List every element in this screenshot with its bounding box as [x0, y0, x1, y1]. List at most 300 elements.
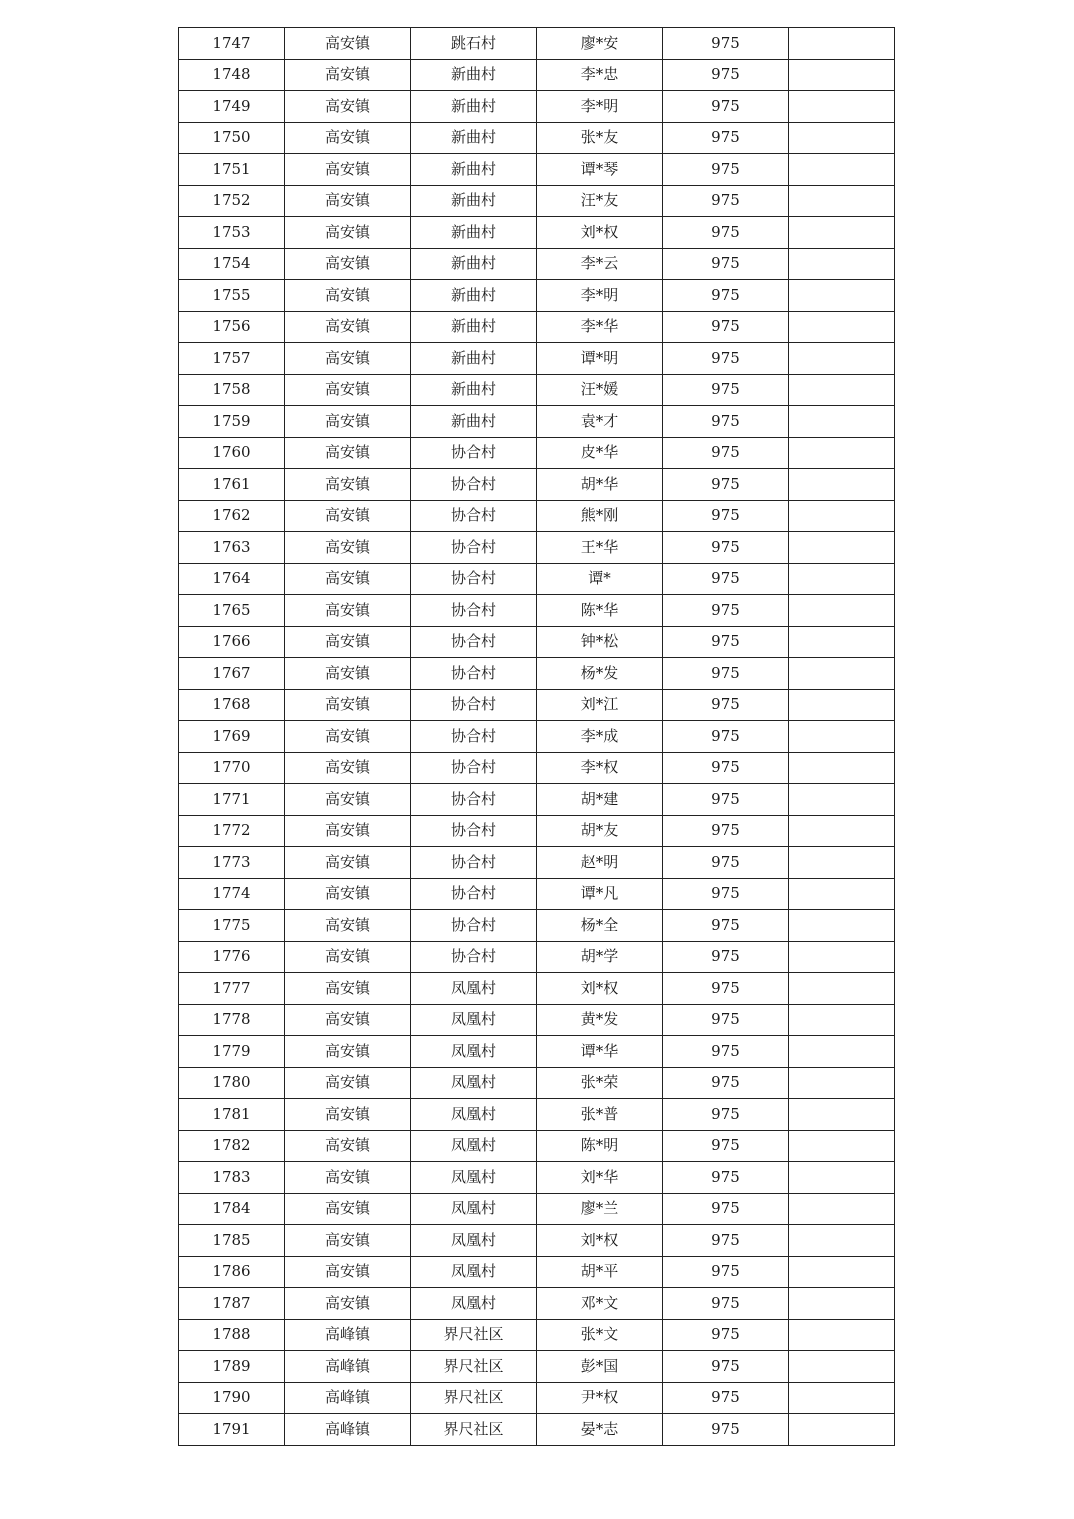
amount-cell: 975 [663, 248, 789, 280]
amount-cell: 975 [663, 1414, 789, 1446]
row-number-cell: 1782 [179, 1130, 285, 1162]
note-cell [789, 469, 895, 501]
name-cell: 谭*华 [537, 1036, 663, 1068]
table-row [179, 248, 895, 280]
table-row [179, 689, 895, 721]
amount-cell: 975 [663, 343, 789, 375]
amount-cell: 975 [663, 1162, 789, 1194]
town-cell: 高安镇 [285, 248, 411, 280]
village-cell: 凤凰村 [411, 1256, 537, 1288]
village-cell: 凤凰村 [411, 1193, 537, 1225]
name-cell: 赵*明 [537, 847, 663, 879]
note-cell [789, 59, 895, 91]
amount-cell: 975 [663, 1067, 789, 1099]
table-row [179, 973, 895, 1005]
name-cell: 李*明 [537, 280, 663, 312]
name-cell: 张*友 [537, 122, 663, 154]
row-number-cell: 1767 [179, 658, 285, 690]
table-row [179, 1225, 895, 1257]
name-cell: 胡*平 [537, 1256, 663, 1288]
row-number-cell: 1790 [179, 1382, 285, 1414]
table-row [179, 59, 895, 91]
town-cell: 高安镇 [285, 784, 411, 816]
note-cell [789, 878, 895, 910]
amount-cell: 975 [663, 1351, 789, 1383]
table-row [179, 563, 895, 595]
name-cell: 汪*友 [537, 185, 663, 217]
amount-cell: 975 [663, 689, 789, 721]
note-cell [789, 217, 895, 249]
amount-cell: 975 [663, 311, 789, 343]
name-cell: 陈*华 [537, 595, 663, 627]
note-cell [789, 1004, 895, 1036]
table-row [179, 941, 895, 973]
village-cell: 界尺社区 [411, 1382, 537, 1414]
village-cell: 新曲村 [411, 280, 537, 312]
table-row [179, 815, 895, 847]
table-row [179, 1193, 895, 1225]
name-cell: 李*华 [537, 311, 663, 343]
town-cell: 高安镇 [285, 154, 411, 186]
town-cell: 高安镇 [285, 721, 411, 753]
note-cell [789, 1414, 895, 1446]
note-cell [789, 1067, 895, 1099]
table-row [179, 1351, 895, 1383]
note-cell [789, 910, 895, 942]
village-cell: 协合村 [411, 721, 537, 753]
row-number-cell: 1750 [179, 122, 285, 154]
row-number-cell: 1791 [179, 1414, 285, 1446]
note-cell [789, 973, 895, 1005]
village-cell: 凤凰村 [411, 1036, 537, 1068]
table-row [179, 154, 895, 186]
table-row [179, 626, 895, 658]
village-cell: 协合村 [411, 532, 537, 564]
amount-cell: 975 [663, 437, 789, 469]
row-number-cell: 1761 [179, 469, 285, 501]
row-number-cell: 1780 [179, 1067, 285, 1099]
note-cell [789, 847, 895, 879]
table-row [179, 91, 895, 123]
name-cell: 尹*权 [537, 1382, 663, 1414]
row-number-cell: 1760 [179, 437, 285, 469]
town-cell: 高安镇 [285, 532, 411, 564]
amount-cell: 975 [663, 910, 789, 942]
name-cell: 杨*全 [537, 910, 663, 942]
table-row [179, 1382, 895, 1414]
town-cell: 高安镇 [285, 1225, 411, 1257]
town-cell: 高安镇 [285, 878, 411, 910]
note-cell [789, 563, 895, 595]
town-cell: 高峰镇 [285, 1319, 411, 1351]
name-cell: 邓*文 [537, 1288, 663, 1320]
village-cell: 协合村 [411, 469, 537, 501]
note-cell [789, 406, 895, 438]
amount-cell: 975 [663, 122, 789, 154]
name-cell: 胡*建 [537, 784, 663, 816]
table-row [179, 437, 895, 469]
name-cell: 李*成 [537, 721, 663, 753]
note-cell [789, 374, 895, 406]
row-number-cell: 1774 [179, 878, 285, 910]
village-cell: 凤凰村 [411, 1067, 537, 1099]
town-cell: 高安镇 [285, 847, 411, 879]
note-cell [789, 311, 895, 343]
note-cell [789, 784, 895, 816]
village-cell: 协合村 [411, 689, 537, 721]
row-number-cell: 1748 [179, 59, 285, 91]
table-row [179, 1004, 895, 1036]
town-cell: 高安镇 [285, 1193, 411, 1225]
village-cell: 新曲村 [411, 311, 537, 343]
table-row [179, 343, 895, 375]
row-number-cell: 1787 [179, 1288, 285, 1320]
note-cell [789, 626, 895, 658]
table-row [179, 721, 895, 753]
note-cell [789, 658, 895, 690]
name-cell: 李*明 [537, 91, 663, 123]
name-cell: 张*文 [537, 1319, 663, 1351]
name-cell: 刘*权 [537, 1225, 663, 1257]
village-cell: 协合村 [411, 500, 537, 532]
row-number-cell: 1773 [179, 847, 285, 879]
amount-cell: 975 [663, 1036, 789, 1068]
table-row [179, 1099, 895, 1131]
town-cell: 高安镇 [285, 910, 411, 942]
table-row [179, 1256, 895, 1288]
amount-cell: 975 [663, 784, 789, 816]
village-cell: 凤凰村 [411, 1225, 537, 1257]
name-cell: 袁*才 [537, 406, 663, 438]
note-cell [789, 1256, 895, 1288]
note-cell [789, 595, 895, 627]
row-number-cell: 1755 [179, 280, 285, 312]
town-cell: 高安镇 [285, 752, 411, 784]
row-number-cell: 1769 [179, 721, 285, 753]
name-cell: 李*云 [537, 248, 663, 280]
name-cell: 钟*松 [537, 626, 663, 658]
name-cell: 黄*发 [537, 1004, 663, 1036]
row-number-cell: 1779 [179, 1036, 285, 1068]
name-cell: 刘*权 [537, 217, 663, 249]
town-cell: 高安镇 [285, 59, 411, 91]
row-number-cell: 1749 [179, 91, 285, 123]
row-number-cell: 1756 [179, 311, 285, 343]
village-cell: 凤凰村 [411, 1162, 537, 1194]
town-cell: 高安镇 [285, 626, 411, 658]
town-cell: 高安镇 [285, 185, 411, 217]
name-cell: 胡*华 [537, 469, 663, 501]
table-row [179, 374, 895, 406]
town-cell: 高安镇 [285, 973, 411, 1005]
name-cell: 王*华 [537, 532, 663, 564]
note-cell [789, 343, 895, 375]
village-cell: 凤凰村 [411, 1288, 537, 1320]
town-cell: 高安镇 [285, 1036, 411, 1068]
note-cell [789, 154, 895, 186]
town-cell: 高安镇 [285, 1162, 411, 1194]
name-cell: 汪*媛 [537, 374, 663, 406]
name-cell: 刘*华 [537, 1162, 663, 1194]
row-number-cell: 1763 [179, 532, 285, 564]
town-cell: 高峰镇 [285, 1351, 411, 1383]
note-cell [789, 752, 895, 784]
table-row [179, 185, 895, 217]
town-cell: 高安镇 [285, 1067, 411, 1099]
row-number-cell: 1771 [179, 784, 285, 816]
name-cell: 彭*国 [537, 1351, 663, 1383]
row-number-cell: 1751 [179, 154, 285, 186]
village-cell: 协合村 [411, 878, 537, 910]
row-number-cell: 1747 [179, 28, 285, 60]
amount-cell: 975 [663, 1130, 789, 1162]
row-number-cell: 1776 [179, 941, 285, 973]
table-row [179, 1067, 895, 1099]
table-row [179, 1162, 895, 1194]
row-number-cell: 1772 [179, 815, 285, 847]
village-cell: 凤凰村 [411, 1004, 537, 1036]
table-row [179, 217, 895, 249]
village-cell: 界尺社区 [411, 1351, 537, 1383]
name-cell: 晏*志 [537, 1414, 663, 1446]
row-number-cell: 1766 [179, 626, 285, 658]
village-cell: 新曲村 [411, 248, 537, 280]
village-cell: 新曲村 [411, 91, 537, 123]
row-number-cell: 1768 [179, 689, 285, 721]
row-number-cell: 1789 [179, 1351, 285, 1383]
amount-cell: 975 [663, 374, 789, 406]
table-row [179, 28, 895, 60]
amount-cell: 975 [663, 973, 789, 1005]
table-row [179, 280, 895, 312]
table-row [179, 847, 895, 879]
town-cell: 高安镇 [285, 28, 411, 60]
note-cell [789, 122, 895, 154]
amount-cell: 975 [663, 154, 789, 186]
amount-cell: 975 [663, 752, 789, 784]
amount-cell: 975 [663, 406, 789, 438]
note-cell [789, 280, 895, 312]
village-cell: 协合村 [411, 941, 537, 973]
town-cell: 高安镇 [285, 122, 411, 154]
village-cell: 新曲村 [411, 343, 537, 375]
table-row [179, 311, 895, 343]
table-row [179, 595, 895, 627]
name-cell: 谭*明 [537, 343, 663, 375]
name-cell: 廖*兰 [537, 1193, 663, 1225]
town-cell: 高安镇 [285, 1130, 411, 1162]
table-row [179, 1036, 895, 1068]
row-number-cell: 1754 [179, 248, 285, 280]
village-cell: 协合村 [411, 815, 537, 847]
amount-cell: 975 [663, 532, 789, 564]
table-row [179, 1414, 895, 1446]
table-row [179, 1319, 895, 1351]
row-number-cell: 1785 [179, 1225, 285, 1257]
amount-cell: 975 [663, 941, 789, 973]
roster-table [178, 27, 895, 1446]
town-cell: 高安镇 [285, 1004, 411, 1036]
name-cell: 李*忠 [537, 59, 663, 91]
village-cell: 新曲村 [411, 406, 537, 438]
note-cell [789, 91, 895, 123]
note-cell [789, 689, 895, 721]
note-cell [789, 1382, 895, 1414]
town-cell: 高安镇 [285, 217, 411, 249]
amount-cell: 975 [663, 815, 789, 847]
village-cell: 跳石村 [411, 28, 537, 60]
amount-cell: 975 [663, 626, 789, 658]
amount-cell: 975 [663, 217, 789, 249]
name-cell: 杨*发 [537, 658, 663, 690]
name-cell: 谭*凡 [537, 878, 663, 910]
amount-cell: 975 [663, 563, 789, 595]
table-row [179, 122, 895, 154]
amount-cell: 975 [663, 469, 789, 501]
village-cell: 新曲村 [411, 374, 537, 406]
amount-cell: 975 [663, 1099, 789, 1131]
note-cell [789, 1319, 895, 1351]
row-number-cell: 1778 [179, 1004, 285, 1036]
town-cell: 高安镇 [285, 1099, 411, 1131]
table-row [179, 500, 895, 532]
name-cell: 刘*江 [537, 689, 663, 721]
name-cell: 胡*学 [537, 941, 663, 973]
amount-cell: 975 [663, 1193, 789, 1225]
town-cell: 高安镇 [285, 469, 411, 501]
name-cell: 张*荣 [537, 1067, 663, 1099]
town-cell: 高安镇 [285, 658, 411, 690]
village-cell: 凤凰村 [411, 1099, 537, 1131]
town-cell: 高安镇 [285, 595, 411, 627]
note-cell [789, 1288, 895, 1320]
village-cell: 新曲村 [411, 217, 537, 249]
row-number-cell: 1753 [179, 217, 285, 249]
note-cell [789, 185, 895, 217]
town-cell: 高安镇 [285, 437, 411, 469]
name-cell: 胡*友 [537, 815, 663, 847]
note-cell [789, 28, 895, 60]
name-cell: 刘*权 [537, 973, 663, 1005]
town-cell: 高安镇 [285, 311, 411, 343]
row-number-cell: 1759 [179, 406, 285, 438]
note-cell [789, 1193, 895, 1225]
village-cell: 新曲村 [411, 185, 537, 217]
village-cell: 界尺社区 [411, 1414, 537, 1446]
name-cell: 陈*明 [537, 1130, 663, 1162]
row-number-cell: 1781 [179, 1099, 285, 1131]
table-row [179, 658, 895, 690]
village-cell: 协合村 [411, 563, 537, 595]
village-cell: 凤凰村 [411, 973, 537, 1005]
name-cell: 廖*安 [537, 28, 663, 60]
amount-cell: 975 [663, 280, 789, 312]
town-cell: 高安镇 [285, 941, 411, 973]
note-cell [789, 1099, 895, 1131]
amount-cell: 975 [663, 28, 789, 60]
village-cell: 协合村 [411, 658, 537, 690]
note-cell [789, 532, 895, 564]
village-cell: 凤凰村 [411, 1130, 537, 1162]
note-cell [789, 1225, 895, 1257]
village-cell: 协合村 [411, 626, 537, 658]
row-number-cell: 1786 [179, 1256, 285, 1288]
table-row [179, 469, 895, 501]
amount-cell: 975 [663, 595, 789, 627]
amount-cell: 975 [663, 1004, 789, 1036]
town-cell: 高安镇 [285, 563, 411, 595]
town-cell: 高安镇 [285, 374, 411, 406]
row-number-cell: 1764 [179, 563, 285, 595]
name-cell: 张*普 [537, 1099, 663, 1131]
note-cell [789, 721, 895, 753]
row-number-cell: 1770 [179, 752, 285, 784]
amount-cell: 975 [663, 1288, 789, 1320]
amount-cell: 975 [663, 185, 789, 217]
town-cell: 高安镇 [285, 1256, 411, 1288]
village-cell: 新曲村 [411, 122, 537, 154]
name-cell: 皮*华 [537, 437, 663, 469]
note-cell [789, 941, 895, 973]
note-cell [789, 1036, 895, 1068]
amount-cell: 975 [663, 1256, 789, 1288]
note-cell [789, 1130, 895, 1162]
note-cell [789, 248, 895, 280]
row-number-cell: 1777 [179, 973, 285, 1005]
note-cell [789, 437, 895, 469]
table-row [179, 910, 895, 942]
note-cell [789, 500, 895, 532]
note-cell [789, 815, 895, 847]
town-cell: 高峰镇 [285, 1382, 411, 1414]
row-number-cell: 1775 [179, 910, 285, 942]
amount-cell: 975 [663, 91, 789, 123]
village-cell: 协合村 [411, 752, 537, 784]
table-row [179, 784, 895, 816]
village-cell: 协合村 [411, 784, 537, 816]
town-cell: 高安镇 [285, 280, 411, 312]
village-cell: 协合村 [411, 910, 537, 942]
table-row [179, 878, 895, 910]
name-cell: 熊*刚 [537, 500, 663, 532]
table-row [179, 532, 895, 564]
roster-table-body [179, 28, 895, 1446]
note-cell [789, 1162, 895, 1194]
note-cell [789, 1351, 895, 1383]
row-number-cell: 1758 [179, 374, 285, 406]
row-number-cell: 1783 [179, 1162, 285, 1194]
town-cell: 高安镇 [285, 91, 411, 123]
village-cell: 协合村 [411, 437, 537, 469]
name-cell: 谭*琴 [537, 154, 663, 186]
row-number-cell: 1757 [179, 343, 285, 375]
town-cell: 高安镇 [285, 689, 411, 721]
town-cell: 高安镇 [285, 406, 411, 438]
amount-cell: 975 [663, 1382, 789, 1414]
amount-cell: 975 [663, 721, 789, 753]
amount-cell: 975 [663, 878, 789, 910]
town-cell: 高安镇 [285, 500, 411, 532]
row-number-cell: 1788 [179, 1319, 285, 1351]
name-cell: 谭* [537, 563, 663, 595]
amount-cell: 975 [663, 658, 789, 690]
amount-cell: 975 [663, 1319, 789, 1351]
amount-cell: 975 [663, 847, 789, 879]
name-cell: 李*权 [537, 752, 663, 784]
row-number-cell: 1765 [179, 595, 285, 627]
town-cell: 高安镇 [285, 1288, 411, 1320]
town-cell: 高安镇 [285, 815, 411, 847]
